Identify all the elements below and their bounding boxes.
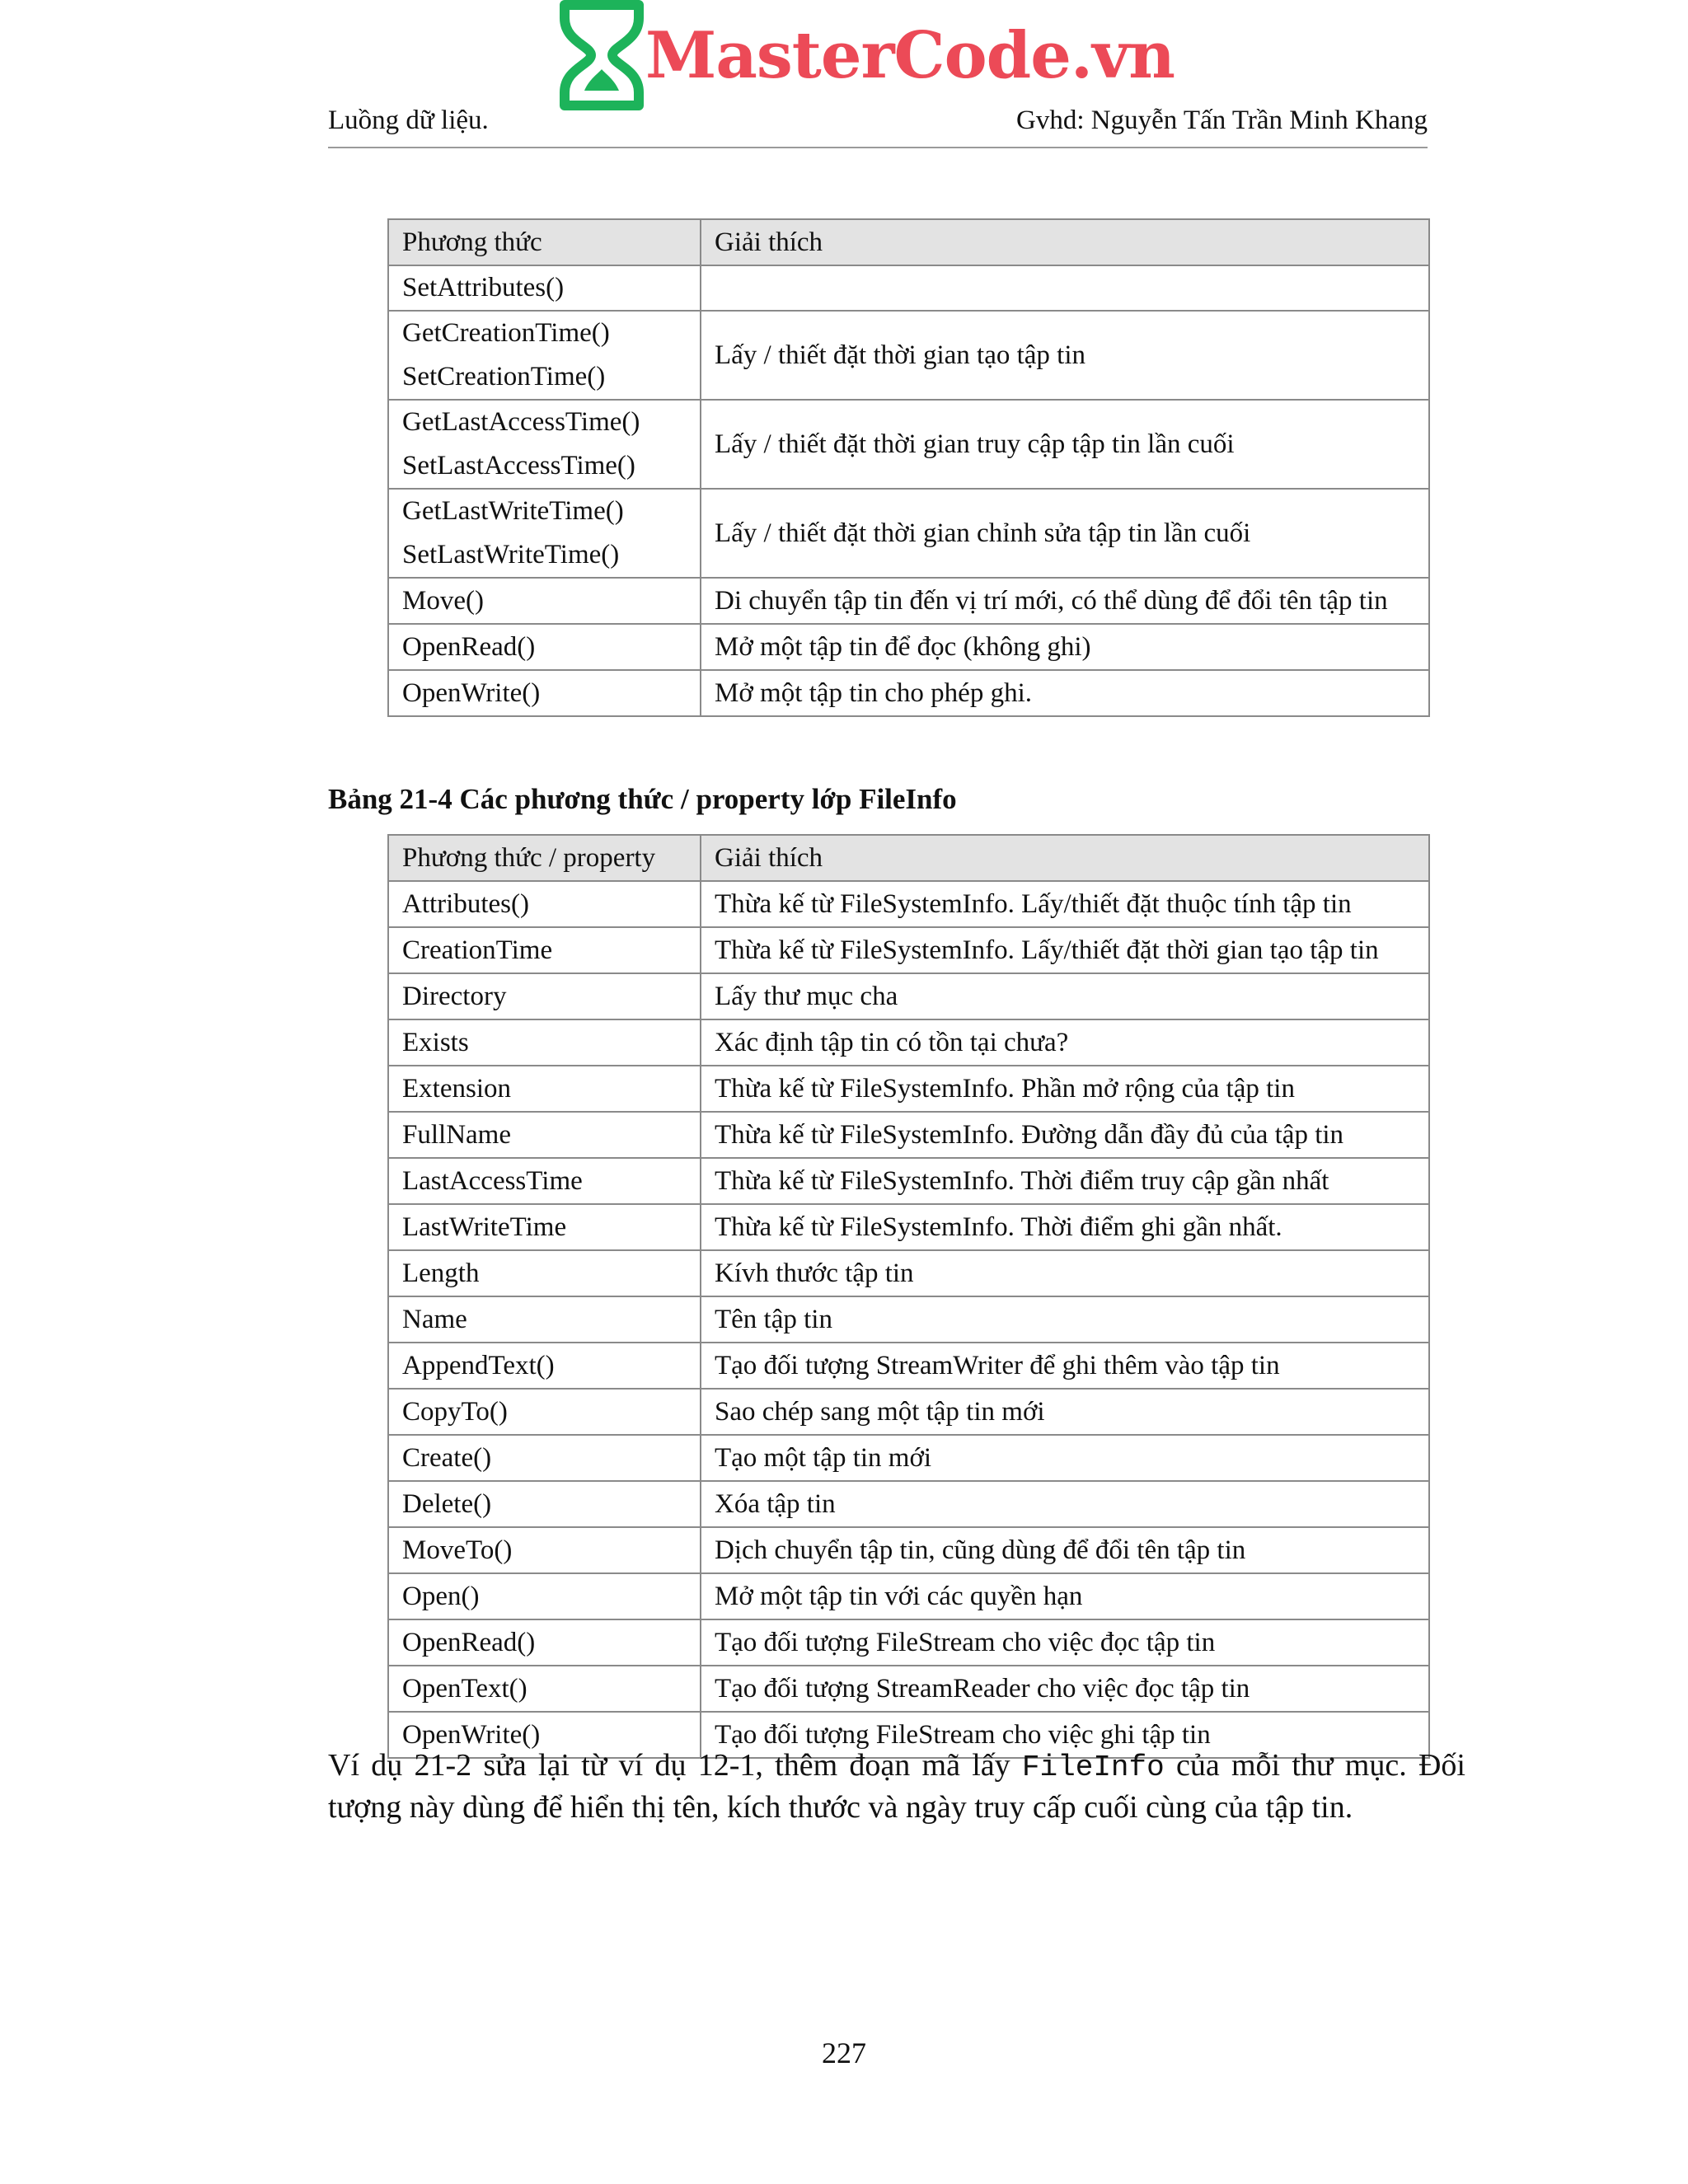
description-cell: Mở một tập tin để đọc (không ghi) <box>701 624 1429 670</box>
table-row <box>388 1619 1429 1666</box>
table-header-row <box>388 219 1429 265</box>
inline-code: FileInfo <box>1021 1750 1165 1784</box>
method-name: OpenRead() <box>402 631 536 662</box>
description-cell: Tạo đối tượng FileStream cho việc đọc tập tin <box>701 1619 1429 1666</box>
table-row <box>388 1573 1429 1619</box>
description-cell: Thừa kế từ FileSystemInfo. Lấy/thiết đặt thuộc tính tập tin <box>701 881 1429 927</box>
method-name: SetLastWriteTime() <box>402 540 620 569</box>
member-cell: MoveTo() <box>388 1527 701 1573</box>
brand-name: MasterCode.vn <box>645 18 1175 93</box>
description-cell: Mở một tập tin với các quyền hạn <box>701 1573 1429 1619</box>
description-cell: Xóa tập tin <box>701 1481 1429 1527</box>
method-name: Move() <box>402 585 484 616</box>
method-cell <box>388 311 701 400</box>
description-cell: Lấy thư mục cha <box>701 973 1429 1019</box>
table-row <box>388 881 1429 927</box>
table-row <box>388 1481 1429 1527</box>
member-cell: Attributes() <box>388 881 701 927</box>
description-cell: Sao chép sang một tập tin mới <box>701 1389 1429 1435</box>
column-header: Giải thích <box>701 835 1429 881</box>
member-cell: Length <box>388 1250 701 1296</box>
method-name: SetCreationTime() <box>402 362 606 391</box>
description-cell: Xác định tập tin có tồn tại chưa? <box>701 1019 1429 1066</box>
method-cell <box>388 670 701 716</box>
method-name: SetAttributes() <box>402 273 565 302</box>
table-row <box>388 1250 1429 1296</box>
table-row <box>388 1158 1429 1204</box>
description-cell: Kívh thước tập tin <box>701 1250 1429 1296</box>
header-instructor: Gvhd: Nguyễn Tấn Trần Minh Khang <box>1016 105 1428 135</box>
method-name: OpenWrite() <box>402 677 541 708</box>
table-row <box>388 1666 1429 1712</box>
method-cell <box>388 578 701 624</box>
description-cell <box>701 265 1429 311</box>
table-row <box>388 578 1429 624</box>
member-cell: FullName <box>388 1112 701 1158</box>
member-cell: Exists <box>388 1019 701 1066</box>
description-cell: Thừa kế từ FileSystemInfo. Lấy/thiết đặt thời gian tạo tập tin <box>701 927 1429 973</box>
table-row <box>388 400 1429 489</box>
table-row <box>388 1435 1429 1481</box>
member-cell: CopyTo() <box>388 1389 701 1435</box>
description-cell: Lấy / thiết đặt thời gian tạo tập tin <box>701 311 1429 400</box>
description-cell: Tạo đối tượng StreamReader cho việc đọc tập tin <box>701 1666 1429 1712</box>
fileinfo-table <box>387 834 1430 1759</box>
method-name: GetCreationTime() <box>402 318 610 348</box>
paragraph-text-after: của mỗi thư mục. Đối tượng này dùng để hiển thị tên, kích thước và ngày truy cấp cuối cùng của tập tin. <box>328 1748 1465 1825</box>
column-header: Giải thích <box>701 219 1429 265</box>
table-caption: Bảng 21-4 Các phương thức / property lớp FileInfo <box>328 783 957 815</box>
table-row <box>388 1527 1429 1573</box>
member-cell: OpenText() <box>388 1666 701 1712</box>
method-cell <box>388 265 701 311</box>
member-cell: Create() <box>388 1435 701 1481</box>
table-header-row <box>388 835 1429 881</box>
member-cell: AppendText() <box>388 1343 701 1389</box>
description-cell: Dịch chuyển tập tin, cũng dùng để đổi tên tập tin <box>701 1527 1429 1573</box>
methods-table <box>387 218 1430 717</box>
member-cell: CreationTime <box>388 927 701 973</box>
member-cell: Extension <box>388 1066 701 1112</box>
table-row <box>388 1343 1429 1389</box>
description-cell: Tạo đối tượng StreamWriter để ghi thêm vào tập tin <box>701 1343 1429 1389</box>
member-cell: OpenRead() <box>388 1619 701 1666</box>
table-row <box>388 1066 1429 1112</box>
table-row <box>388 1389 1429 1435</box>
paragraph-text-before: Ví dụ 21-2 sửa lại từ ví dụ 12-1, thêm đoạn mã lấy <box>328 1748 1022 1783</box>
table-row <box>388 1296 1429 1343</box>
method-cell <box>388 624 701 670</box>
table-row <box>388 489 1429 578</box>
page-number: 227 <box>822 2036 866 2069</box>
description-cell: Thừa kế từ FileSystemInfo. Thời điểm truy cập gần nhất <box>701 1158 1429 1204</box>
description-cell: Tạo một tập tin mới <box>701 1435 1429 1481</box>
table-row <box>388 973 1429 1019</box>
member-cell: OpenWrite() <box>388 1712 701 1758</box>
description-cell: Lấy / thiết đặt thời gian truy cập tập tin lần cuối <box>701 400 1429 489</box>
description-cell: Tạo đối tượng FileStream cho việc ghi tập tin <box>701 1712 1429 1758</box>
table-row <box>388 265 1429 311</box>
method-cell <box>388 489 701 578</box>
method-name: GetLastAccessTime() <box>402 407 640 437</box>
member-cell: Open() <box>388 1573 701 1619</box>
header-divider <box>328 147 1428 148</box>
member-cell: LastAccessTime <box>388 1158 701 1204</box>
description-cell: Thừa kế từ FileSystemInfo. Thời điểm ghi gần nhất. <box>701 1204 1429 1250</box>
method-name: SetLastAccessTime() <box>402 451 635 480</box>
column-header: Phương thức / property <box>388 835 701 881</box>
description-cell: Tên tập tin <box>701 1296 1429 1343</box>
column-header: Phương thức <box>388 219 701 265</box>
member-cell: Directory <box>388 973 701 1019</box>
table-row <box>388 1019 1429 1066</box>
header-section-title: Luồng dữ liệu. <box>328 105 489 135</box>
hourglass-icon <box>556 0 647 111</box>
description-cell: Thừa kế từ FileSystemInfo. Đường dẫn đầy đủ của tập tin <box>701 1112 1429 1158</box>
method-name: GetLastWriteTime() <box>402 496 624 526</box>
method-cell <box>388 400 701 489</box>
description-cell: Thừa kế từ FileSystemInfo. Phần mở rộng của tập tin <box>701 1066 1429 1112</box>
table-row <box>388 670 1429 716</box>
description-cell: Di chuyển tập tin đến vị trí mới, có thể dùng để đổi tên tập tin <box>701 578 1429 624</box>
member-cell: Name <box>388 1296 701 1343</box>
member-cell: Delete() <box>388 1481 701 1527</box>
site-logo <box>556 0 1175 115</box>
table-row <box>388 1112 1429 1158</box>
table-row <box>388 624 1429 670</box>
table-row <box>388 1204 1429 1250</box>
body-paragraph <box>328 1746 1465 1828</box>
table-row <box>388 311 1429 400</box>
table-row <box>388 927 1429 973</box>
description-cell: Mở một tập tin cho phép ghi. <box>701 670 1429 716</box>
member-cell: LastWriteTime <box>388 1204 701 1250</box>
description-cell: Lấy / thiết đặt thời gian chỉnh sửa tập tin lần cuối <box>701 489 1429 578</box>
